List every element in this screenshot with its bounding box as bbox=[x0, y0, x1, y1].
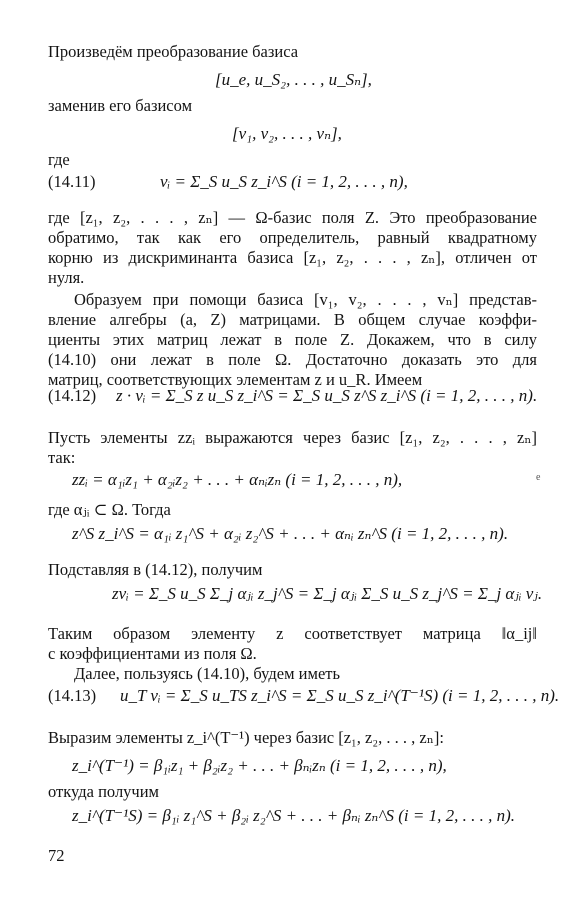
text-line-15: где αⱼᵢ ⊂ Ω. Тогда bbox=[48, 500, 171, 519]
text-line-9: вление алгебры (a, Z) матрицами. В общем случае коэффи- bbox=[48, 310, 537, 329]
text-line-17: Таким образом элементу z соответствует матрица ‖α_ij‖ bbox=[48, 624, 537, 643]
equation-zz: zzᵢ = α₁ᵢz₁ + α₂ᵢz₂ + . . . + αₙᵢzₙ (i = 1, 2, . . . , n), bbox=[72, 470, 403, 489]
equation-14-12 bbox=[48, 386, 537, 414]
text-line-12: матриц, соответствующих элементам z и u_R. Имеем bbox=[48, 370, 423, 389]
basis-v: [v₁, v₂, . . . , vₙ], bbox=[232, 124, 342, 143]
equation-zs: z^S z_i^S = α₁ᵢ z₁^S + α₂ᵢ z₂^S + . . . + αₙᵢ zₙ^S (i = 1, 2, . . . , n). bbox=[72, 524, 509, 543]
text-line-6: корню из дискриминанта базиса [z₁, z₂, . . . , zₙ], отличен от bbox=[48, 248, 537, 267]
text-line-2: заменив его базисом bbox=[48, 96, 193, 115]
text-line-19: Далее, пользуясь (14.10), будем иметь bbox=[74, 664, 341, 683]
equation-label: (14.11) bbox=[48, 172, 96, 191]
text-line-13: Пусть элементы zzᵢ выражаются через базис [z₁, z₂, . . . , zₙ] bbox=[48, 428, 537, 447]
equation-label: (14.12) bbox=[48, 386, 97, 405]
equation-body: z · vᵢ = Σ_S z u_S z_i^S = Σ_S u_S z^S z_i^S (i = 1, 2, . . . , n). bbox=[116, 386, 538, 405]
text-line-7: нуля. bbox=[48, 268, 85, 287]
text-line-4: где [z₁, z₂, . . . , zₙ] — Ω-базис поля Z. Это преобразование bbox=[48, 208, 537, 227]
equation-label: (14.13) bbox=[48, 686, 97, 705]
text-line-5: обратимо, так как его определитель, равный квадратному bbox=[48, 228, 537, 247]
equation-beta-s: z_i^(T⁻¹S) = β₁ᵢ z₁^S + β₂ᵢ z₂^S + . . . + βₙᵢ zₙ^S (i = 1, 2, . . . , n). bbox=[72, 806, 516, 825]
text-line-16: Подставляя в (14.12), получим bbox=[48, 560, 263, 579]
text-line-14: так: bbox=[48, 448, 76, 467]
text-line-21: откуда получим bbox=[48, 782, 159, 801]
text-line-20: Выразим элементы z_i^(T⁻¹) через базис [z₁, z₂, . . . , zₙ]: bbox=[48, 728, 444, 747]
equation-body: vᵢ = Σ_S u_S z_i^S (i = 1, 2, . . . , n), bbox=[160, 172, 408, 191]
text-line-11: (14.10) они лежат в поле Ω. Достаточно доказать это для bbox=[48, 350, 537, 369]
equation-beta: z_i^(T⁻¹) = β₁ᵢz₁ + β₂ᵢz₂ + . . . + βₙᵢzₙ (i = 1, 2, . . . , n), bbox=[72, 756, 447, 775]
equation-zv: zvᵢ = Σ_S u_S Σ_j αⱼᵢ z_j^S = Σ_j αⱼᵢ Σ_S u_S z_j^S = Σ_j αⱼᵢ vⱼ. bbox=[112, 584, 543, 603]
equation-14-13 bbox=[48, 686, 560, 714]
text-line-10: циенты этих матриц лежат в поле Z. Докажем, что в силу bbox=[48, 330, 537, 349]
text-line-1: Произведём преобразование базиса bbox=[48, 42, 299, 61]
equation-body: u_T vᵢ = Σ_S u_TS z_i^S = Σ_S u_S z_i^(T⁻¹S) (i = 1, 2, . . . , n). bbox=[120, 686, 560, 705]
page-mark: e bbox=[536, 472, 541, 483]
text-line-8: Образуем при помощи базиса [v₁, v₂, . . . , vₙ] представ- bbox=[74, 290, 537, 309]
basis-u: [u_e, u_S₂, . . . , u_Sₙ], bbox=[215, 70, 372, 89]
equation-14-11 bbox=[48, 172, 537, 200]
text-line-18: с коэффициентами из поля Ω. bbox=[48, 644, 257, 663]
page-number: 72 bbox=[48, 846, 65, 865]
text-line-3: где bbox=[48, 150, 70, 169]
